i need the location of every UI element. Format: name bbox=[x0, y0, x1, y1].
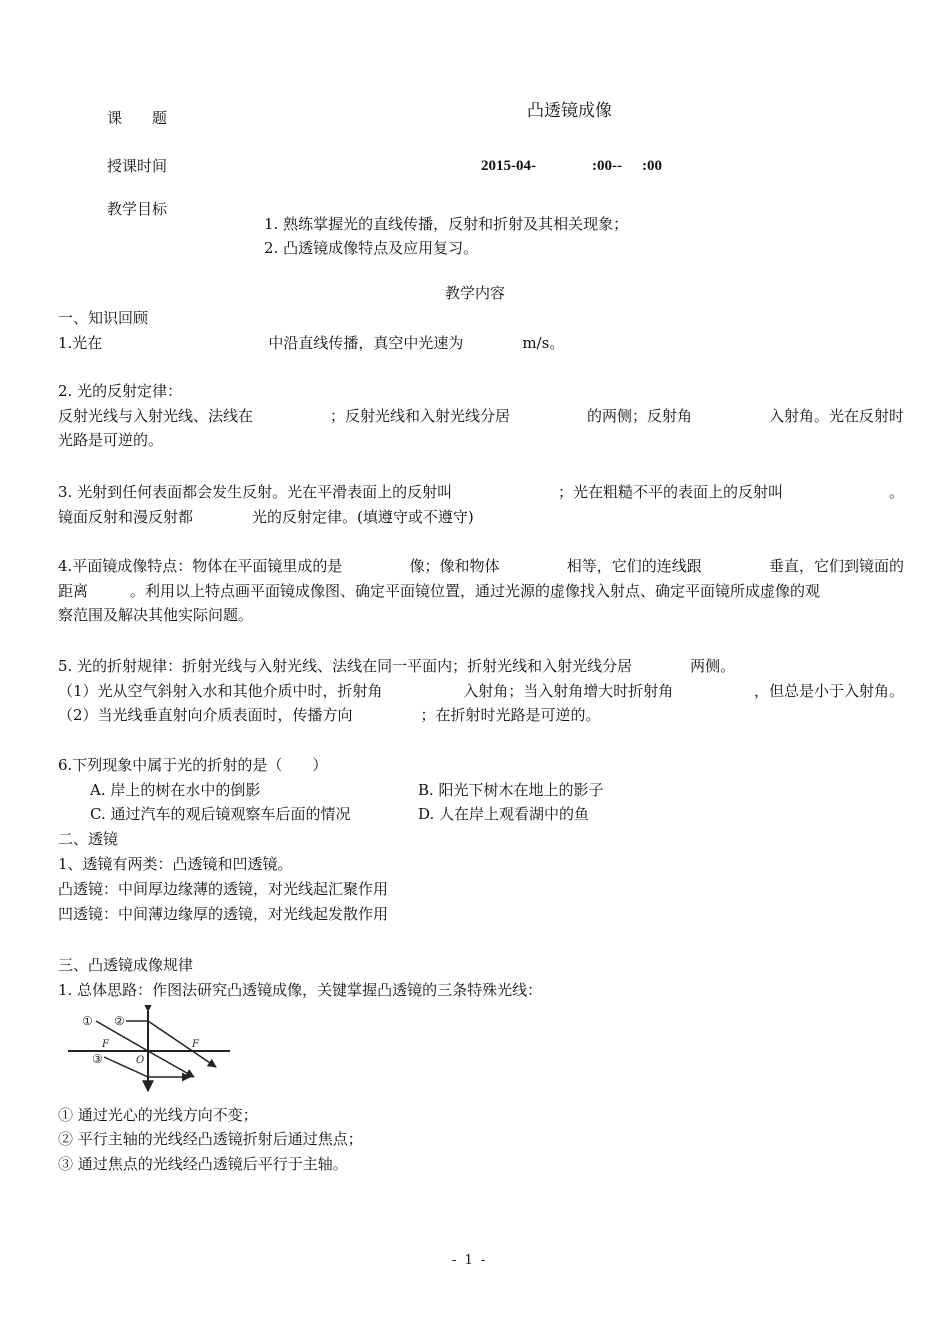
lens-line-1: 1、透镜有两类：凸透镜和凹透镜。 bbox=[58, 855, 293, 873]
convex-lens-ray-diagram bbox=[66, 1005, 232, 1099]
q3-part: 。 bbox=[888, 483, 904, 501]
page-number: - 1 - bbox=[452, 1253, 488, 1268]
content-title: 教学内容 bbox=[445, 284, 506, 302]
question-1 bbox=[58, 331, 904, 356]
time-label: 授课时间 bbox=[107, 157, 168, 175]
q1-part-3: m/s。 bbox=[522, 333, 565, 352]
lens-line-3: 凹透镜：中间薄边缘厚的透镜，对光线起发散作用 bbox=[58, 905, 389, 923]
ray-2-label: ② bbox=[114, 1014, 125, 1028]
q2-part: 入射角。光在反射时 bbox=[768, 406, 904, 425]
q4-line-1 bbox=[58, 554, 904, 579]
section-lens-heading: 二、透镜 bbox=[58, 830, 119, 848]
ray-rule-3: ③ 通过焦点的光线经凸透镜后平行于主轴。 bbox=[58, 1155, 348, 1173]
goal-item-2: 2. 凸透镜成像特点及应用复习。 bbox=[264, 239, 479, 257]
q5-part: 5. 光的折射规律：折射光线与入射光线、法线在同一平面内；折射光线和入射光线分居 bbox=[58, 657, 633, 675]
q5-part: ；在折射时光路是可逆的。 bbox=[420, 706, 601, 724]
topic-value: 凸透镜成像 bbox=[527, 101, 612, 121]
q4-part: 垂直，它们到镜面的 bbox=[768, 557, 904, 575]
q3-part: 3. 光射到任何表面都会发生反射。光在平滑表面上的反射叫 bbox=[58, 483, 453, 501]
topic-label: 课 题 bbox=[107, 109, 168, 127]
q4-part: 距离 bbox=[58, 581, 89, 600]
q4-part: 像；像和物体 bbox=[409, 557, 500, 575]
imaging-line-1: 1. 总体思路：作图法研究凸透镜成像，关键掌握凸透镜的三条特殊光线： bbox=[58, 981, 543, 999]
q5-part: ，但总是小于入射角。 bbox=[753, 681, 904, 700]
q6-option-b: B. 阳光下树木在地上的影子 bbox=[418, 781, 604, 799]
time-value-date: 2015-04- bbox=[481, 158, 536, 174]
q3-part: 光的反射定律。(填遵守或不遵守) bbox=[252, 507, 474, 526]
ray-rule-2: ② 平行主轴的光线经凸透镜折射后通过焦点； bbox=[58, 1130, 363, 1148]
q2-part: 的两侧；反射角 bbox=[586, 406, 692, 425]
q3-line-2 bbox=[58, 505, 904, 530]
section-imaging-heading: 三、凸透镜成像规律 bbox=[58, 956, 194, 974]
goal-label: 教学目标 bbox=[107, 200, 168, 218]
q5-part: 入射角；当入射角增大时折射角 bbox=[463, 681, 674, 700]
q4-line-2 bbox=[58, 579, 904, 604]
q5-line-1 bbox=[58, 654, 904, 679]
q3-part: 镜面反射和漫反射都 bbox=[58, 507, 194, 526]
q2-title: 2. 光的反射定律： bbox=[58, 382, 183, 400]
q6-option-a: A. 岸上的树在水中的倒影 bbox=[90, 781, 261, 799]
q2-line-1 bbox=[58, 404, 904, 429]
question-4 bbox=[58, 554, 904, 628]
q2-line-2: 光路是可逆的。 bbox=[58, 431, 164, 449]
q4-part: 相等，它们的连线跟 bbox=[566, 557, 702, 575]
q2-part: ；反射光线和入射光线分居 bbox=[329, 406, 510, 425]
focus-left-label: F bbox=[102, 1039, 109, 1050]
goal-item-1: 1. 熟练掌握光的直线传播，反射和折射及其相关现象； bbox=[264, 215, 629, 233]
q5-part: （1）光从空气斜射入水和其他介质中时，折射角 bbox=[58, 681, 383, 700]
q3-line-1 bbox=[58, 480, 904, 505]
question-6-title: 6.下列现象中属于光的折射的是（ ） bbox=[58, 756, 328, 774]
ray-rule-1: ① 通过光心的光线方向不变； bbox=[58, 1106, 258, 1124]
q6-option-c: C. 通过汽车的观后镜观察车后面的情况 bbox=[90, 805, 351, 823]
q5-part: （2）当光线垂直射向介质表面时，传播方向 bbox=[58, 706, 353, 724]
q4-part: 。利用以上特点画平面镜成像图、确定平面镜位置，通过光源的虚像找入射点、确定平面镜所成虚像的观 bbox=[130, 581, 821, 600]
lens-line-2: 凸透镜：中间厚边缘薄的透镜，对光线起汇聚作用 bbox=[58, 880, 389, 898]
q6-option-d: D. 人在岸上观看湖中的鱼 bbox=[418, 805, 590, 823]
question-2 bbox=[58, 379, 904, 453]
ray-3-label: ③ bbox=[92, 1052, 103, 1066]
q2-part: 反射光线与入射光线、法线在 bbox=[58, 406, 254, 425]
section-knowledge-review bbox=[58, 306, 904, 355]
q3-part: ；光在粗糙不平的表面上的反射叫 bbox=[558, 483, 784, 501]
question-5 bbox=[58, 654, 904, 728]
q4-line-3: 察范围及解决其他实际问题。 bbox=[58, 606, 254, 624]
ray-1-label: ① bbox=[82, 1014, 93, 1028]
q5-line-3 bbox=[58, 703, 904, 728]
ray-1-continue bbox=[148, 1051, 194, 1077]
q5-part: 两侧。 bbox=[690, 657, 736, 675]
q1-part-1: 1.光在 bbox=[58, 333, 103, 352]
question-3 bbox=[58, 480, 904, 529]
q4-part: 4.平面镜成像特点：物体在平面镜里成的是 bbox=[58, 557, 343, 575]
center-label: O bbox=[136, 1055, 145, 1066]
q5-line-2 bbox=[58, 679, 904, 704]
time-value-end: :00 bbox=[642, 158, 662, 174]
q1-part-2: 中沿直线传播，真空中光速为 bbox=[268, 333, 464, 352]
focus-right-label: F bbox=[192, 1039, 199, 1050]
section-heading: 一、知识回顾 bbox=[58, 309, 149, 327]
time-value-start: :00-- bbox=[592, 158, 622, 174]
ray-2-refracted bbox=[148, 1021, 216, 1067]
